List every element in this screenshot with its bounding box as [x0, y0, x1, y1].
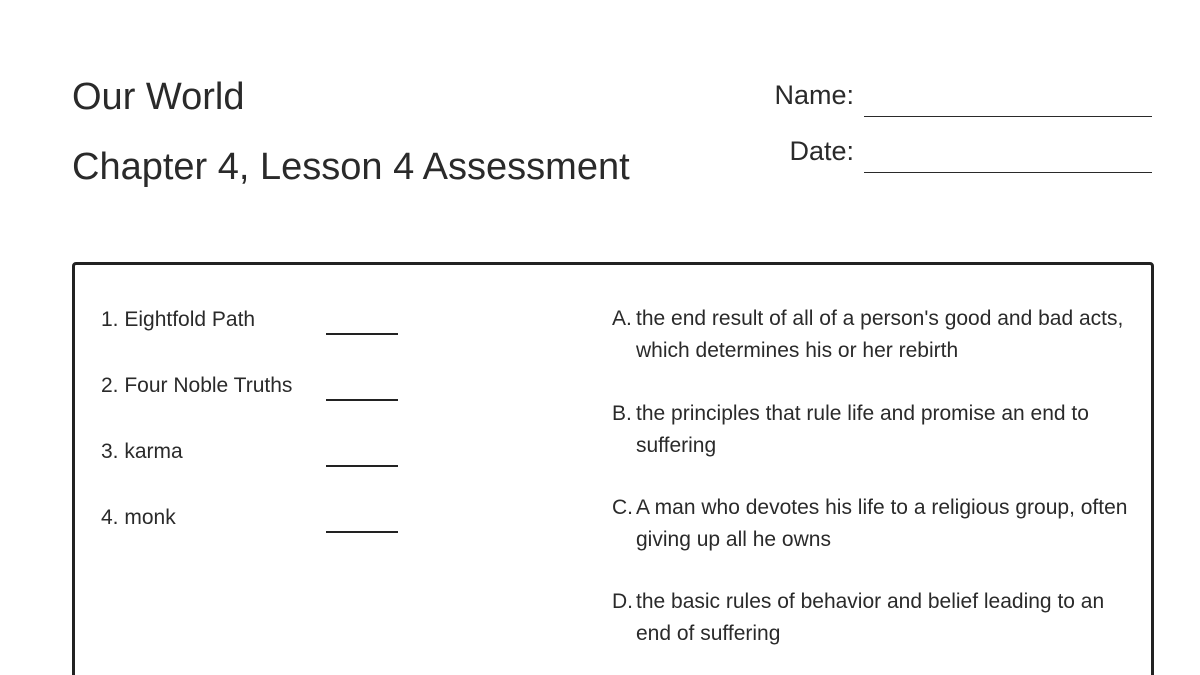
- term-label: 4. monk: [101, 506, 176, 529]
- matching-box: [72, 262, 1154, 675]
- term-label: 1. Eightfold Path: [101, 308, 256, 331]
- definition-b: [612, 398, 1132, 461]
- worksheet-subtitle: Chapter 4, Lesson 4 Assessment: [72, 146, 630, 188]
- definition-text: the principles that rule life and promise an end to suffering: [636, 402, 1089, 457]
- name-field[interactable]: [740, 78, 1152, 118]
- term-item-4: [101, 503, 381, 543]
- definition-a: [612, 303, 1132, 366]
- definition-letter: B.: [612, 402, 632, 425]
- date-field[interactable]: [740, 134, 1152, 174]
- term-label: 3. karma: [101, 440, 183, 463]
- definition-letter: A.: [612, 307, 632, 330]
- term-item-1: [101, 305, 381, 345]
- definition-c: [612, 492, 1132, 555]
- definition-text: the basic rules of behavior and belief leading to an end of suffering: [636, 590, 1105, 645]
- term-item-3: [101, 437, 381, 477]
- answer-blank[interactable]: [326, 333, 398, 335]
- definition-text: A man who devotes his life to a religious group, often giving up all he owns: [636, 496, 1128, 551]
- definition-letter: D.: [612, 590, 633, 613]
- term-item-2: [101, 371, 381, 411]
- answer-blank[interactable]: [326, 399, 398, 401]
- name-label: Name:: [774, 80, 854, 110]
- term-label: 2. Four Noble Truths: [101, 374, 293, 397]
- worksheet-title: Our World: [72, 76, 245, 118]
- definition-d: [612, 586, 1132, 649]
- answer-blank[interactable]: [326, 465, 398, 467]
- date-blank-line[interactable]: [864, 172, 1152, 173]
- definition-letter: C.: [612, 496, 633, 519]
- name-blank-line[interactable]: [864, 116, 1152, 117]
- answer-blank[interactable]: [326, 531, 398, 533]
- date-label: Date:: [789, 136, 854, 166]
- definition-text: the end result of all of a person's good and bad acts, which determines his or her rebirth: [636, 307, 1124, 362]
